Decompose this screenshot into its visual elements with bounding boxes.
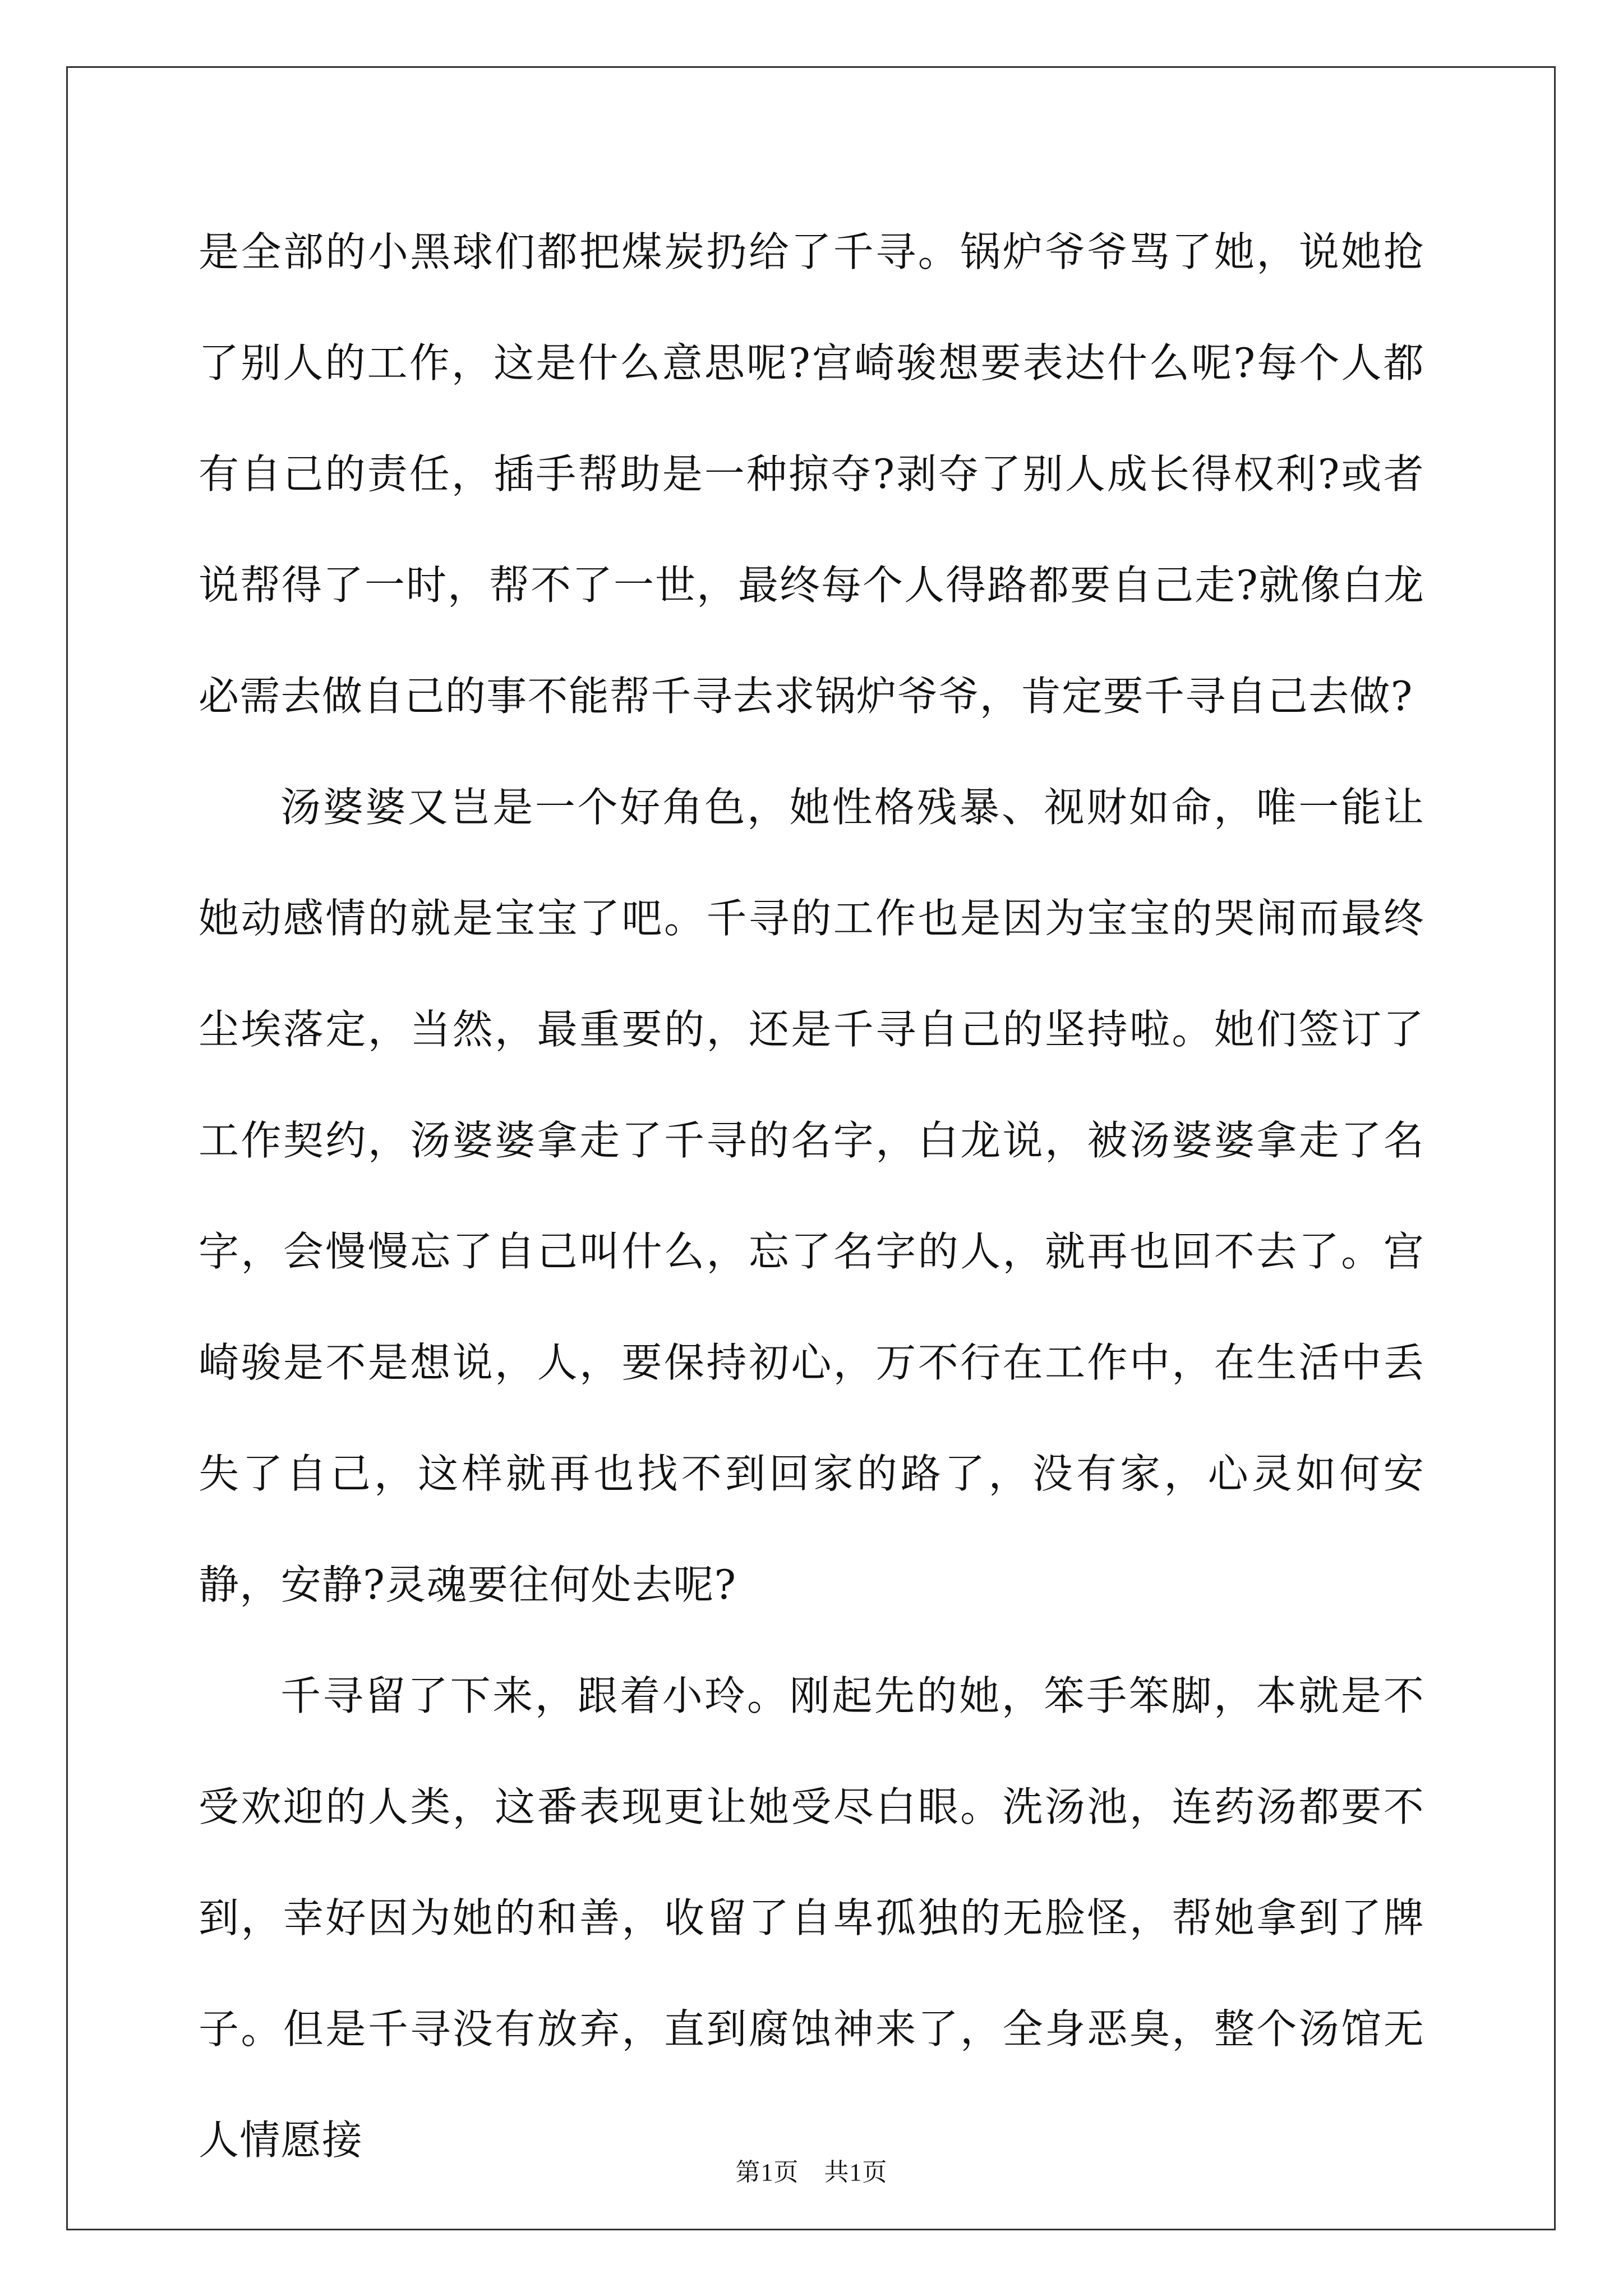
page-footer: 第1页 共1页 (735, 2159, 888, 2186)
document-body (199, 196, 1424, 2196)
paragraph-2: 汤婆婆又岂是一个好角色，她性格残暴、视财如命，唯一能让她动感情的就是宝宝了吧。千寻的工作也是因为宝宝的哭闹而最终尘埃落定，当然，最重要的，还是千寻自己的坚持啦。她们签订了工作契约，汤婆婆拿走了千寻的名字，白龙说，被汤婆婆拿走了名字，会慢慢忘了自己叫什么，忘了名字的人，就再也回不去了。宫崎骏是不是想说，人，要保持初心，万不行在工作中，在生活中丢失了自己，这样就再也找不到回家的路了，没有家，心灵如何安静，安静?灵魂要往何处去呢? (199, 784, 1424, 1608)
paragraph-1: 是全部的小黑球们都把煤炭扔给了千寻。锅炉爷爷骂了她，说她抢了别人的工作，这是什么意思呢?宫崎骏想要表达什么呢?每个人都有自己的责任，插手帮助是一种掠夺?剥夺了别人成长得权利?或者说帮得了一时，帮不了一世，最终每个人得路都要自己走?就像白龙必需去做自己的事不能帮千寻去求锅炉爷爷，肯定要千寻自己去做? (199, 228, 1424, 720)
paragraph-3: 千寻留了下来，跟着小玲。刚起先的她，笨手笨脚，本就是不受欢迎的人类，这番表现更让她受尽白眼。洗汤池，连药汤都要不到，幸好因为她的和善，收留了自卑孤独的无脸怪，帮她拿到了牌子。但是千寻没有放弃，直到腐蚀神来了，全身恶臭，整个汤馆无人情愿接 (199, 1672, 1424, 2164)
